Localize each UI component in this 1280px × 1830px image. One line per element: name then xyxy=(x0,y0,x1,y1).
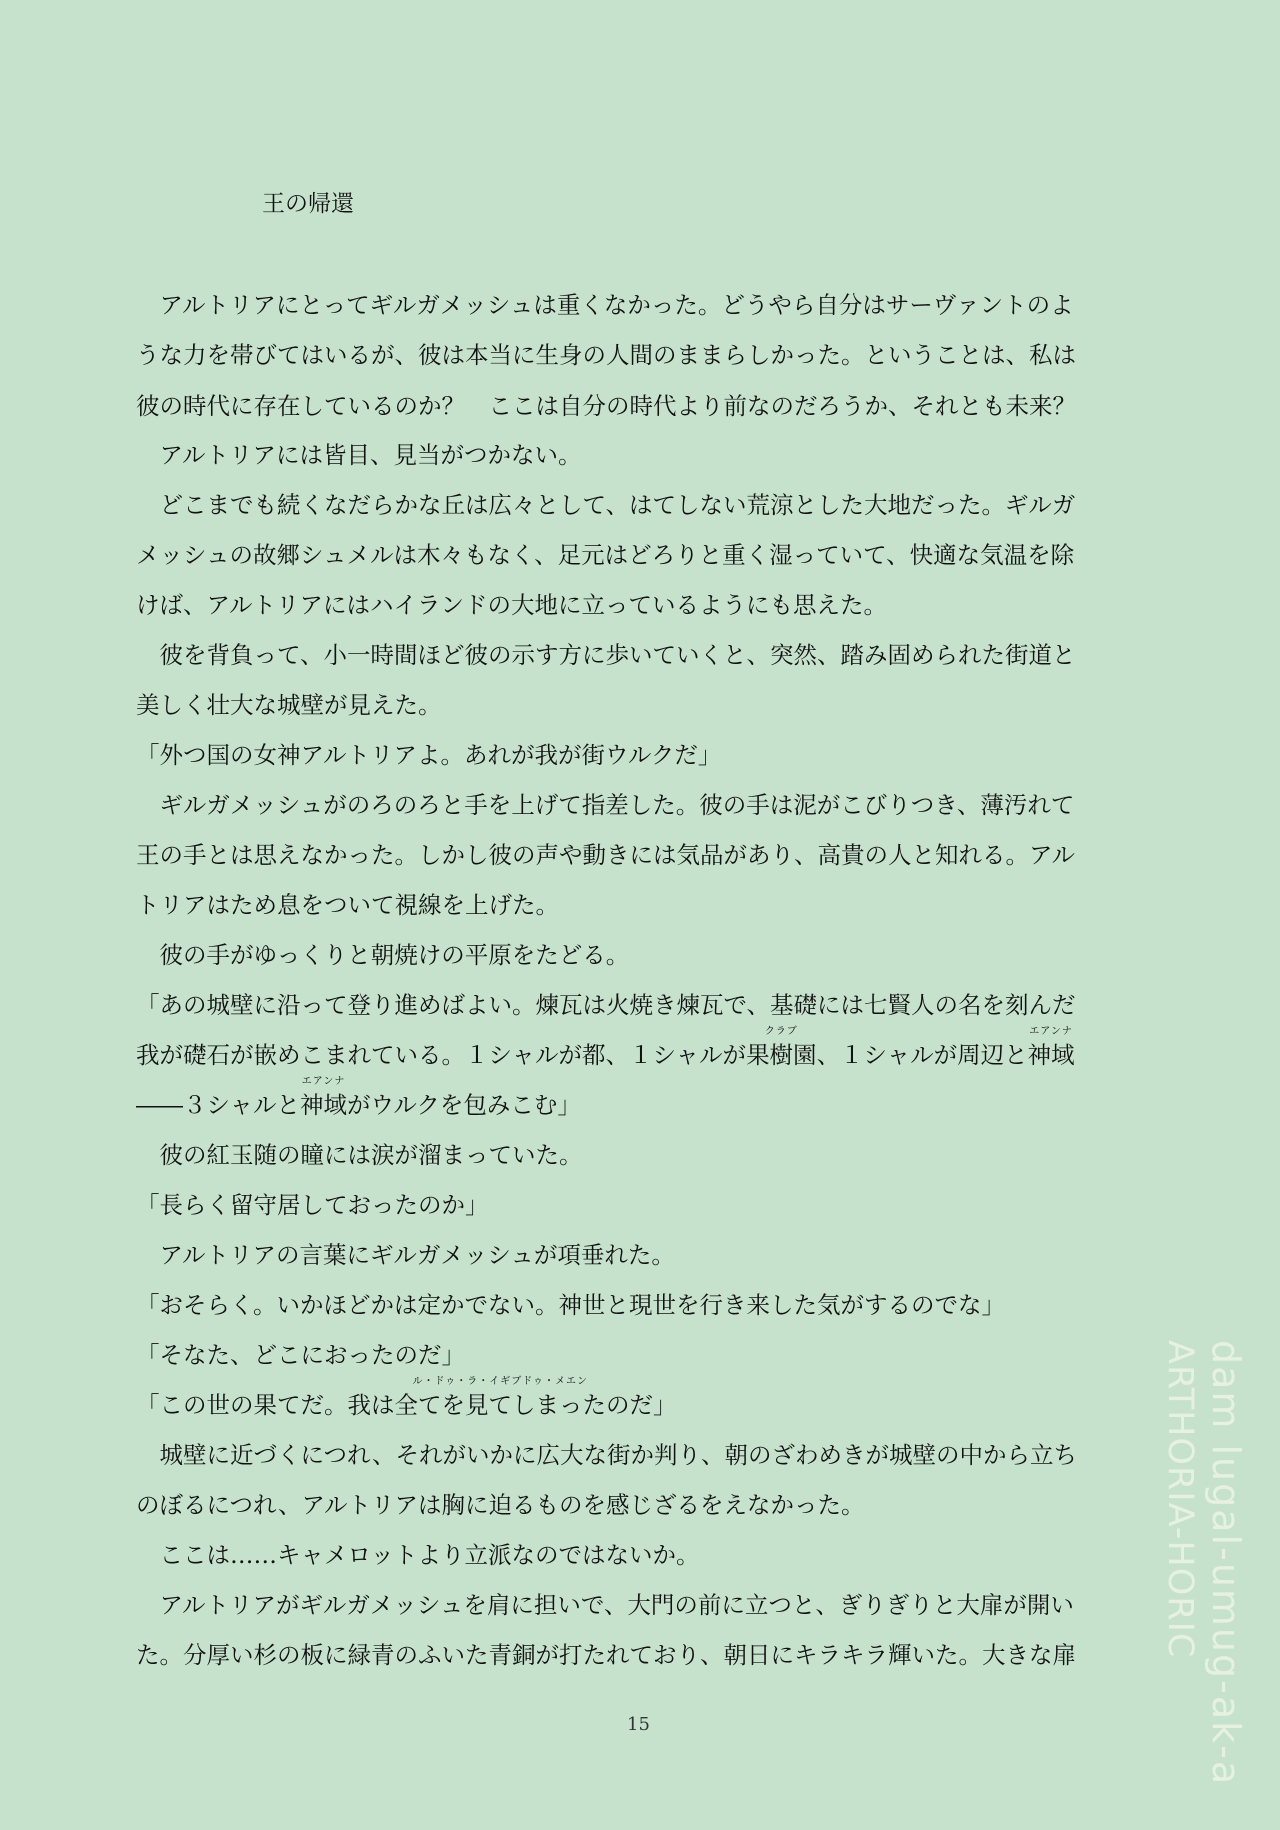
text-line: アルトリアがギルガメッシュを肩に担いで、大門の前に立つと、ぎりぎりと大扉が開い xyxy=(136,1591,1074,1619)
text-line: 美しく壮大な城壁が見えた。 xyxy=(136,691,442,719)
ruby-word xyxy=(746,1026,817,1070)
text-segment: ――３シャルと xyxy=(136,1091,301,1119)
text-line: どこまでも続くなだらかな丘は広々として、はてしない荒涼とした大地だった。ギルガ xyxy=(136,491,1076,519)
text-line: アルトリアには皆目、見当がつかない。 xyxy=(136,441,582,469)
ruby-word xyxy=(347,1376,654,1420)
ruby-reading: ル・ドゥ・ラ・イギブドゥ・メエン xyxy=(412,1376,588,1387)
text-line: 彼の紅玉随の瞳には涙が溜まっていた。 xyxy=(136,1141,583,1169)
text-line: ギルガメッシュがのろのろと手を上げて指差した。彼の手は泥がこびりつき、薄汚れて xyxy=(136,791,1075,819)
text-line: アルトリアの言葉にギルガメッシュが項垂れた。 xyxy=(136,1241,675,1269)
ruby-base: 神域 xyxy=(300,1091,348,1119)
text-line: けば、アルトリアにはハイランドの大地に立っているようにも思えた。 xyxy=(136,591,888,619)
ruby-word xyxy=(300,1076,348,1120)
chapter-title: 王の帰還 xyxy=(262,191,354,217)
text-line: トリアはため息をついて視線を上げた。 xyxy=(136,891,559,919)
watermark-line-1: dam lugal-umug-ak-a xyxy=(1204,1340,1248,1787)
text-line: ここは……キャメロットより立派なのではないか。 xyxy=(136,1541,700,1569)
text-line: 王の手とは思えなかった。しかし彼の声や動きには気品があり、高貴の人と知れる。アル xyxy=(136,841,1076,869)
text-segment: がウルクを包みこむ」 xyxy=(347,1091,581,1119)
text-line: 「そなた、どこにおったのだ」 xyxy=(136,1341,465,1369)
text-line: 「外つ国の女神アルトリアよ。あれが我が街ウルクだ」 xyxy=(136,741,722,769)
text-line: アルトリアにとってギルガメッシュは重くなかった。どうやら自分はサーヴァントのよ xyxy=(136,291,1074,319)
text-segment: 、１シャルが周辺と xyxy=(816,1041,1028,1069)
text-line: 彼を背負って、小一時間ほど彼の示す方に歩いていくと、突然、踏み固められた街道と xyxy=(136,641,1076,669)
ruby-base: 我は全てを見てしまったのだ xyxy=(347,1391,653,1419)
text-line: 「長らく留守居しておったのか」 xyxy=(136,1191,489,1219)
page-number: 15 xyxy=(627,1714,650,1735)
text-line: 彼の時代に存在しているのか？ ここは自分の時代より前なのだろうか、それとも未来？ xyxy=(136,392,1076,420)
text-segment: 」 xyxy=(653,1391,677,1419)
text-line: うな力を帯びてはいるが、彼は本当に生身の人間のままらしかった。ということは、私は xyxy=(136,341,1076,369)
ruby-base: 神域 xyxy=(1027,1041,1075,1069)
ruby-reading: エアンナ xyxy=(1029,1026,1073,1037)
text-segment: 我が礎石が嵌めこまれている。１シャルが都、１シャルが xyxy=(136,1041,747,1069)
text-line: 「おそらく。いかほどかは定かでない。神世と現世を行き来した気がするのでな」 xyxy=(136,1291,1006,1319)
text-line: メッシュの故郷シュメルは木々もなく、足元はどろりと重く湿っていて、快適な気温を除 xyxy=(136,541,1075,569)
text-line: 「あの城壁に沿って登り進めばよい。煉瓦は火焼き煉瓦で、基礎には七賢人の名を刻んだ xyxy=(136,991,1076,1019)
ruby-reading: エアンナ xyxy=(301,1076,346,1087)
text-line: 城壁に近づくにつれ、それがいかに広大な街か判り、朝のざわめきが城壁の中から立ち xyxy=(136,1441,1077,1469)
watermark xyxy=(1102,1330,1280,1830)
ruby-reading: クラブ xyxy=(764,1026,798,1037)
text-line-with-ruby xyxy=(136,1376,1136,1420)
text-line: た。分厚い杉の板に緑青のふいた青銅が打たれており、朝日にキラキラ輝いた。大きな扉 xyxy=(136,1641,1076,1669)
text-line-with-ruby xyxy=(136,1076,1136,1120)
text-line: 彼の手がゆっくりと朝焼けの平原をたどる。 xyxy=(136,941,630,969)
text-segment: 「この世の果てだ。 xyxy=(136,1391,348,1419)
ruby-base: 果樹園 xyxy=(746,1041,817,1069)
text-line-with-ruby xyxy=(136,1026,1136,1070)
watermark-line-2: ARTHORIA-HORIC xyxy=(1160,1340,1200,1659)
ruby-word xyxy=(1027,1026,1075,1070)
text-line: のぼるにつれ、アルトリアは胸に迫るものを感じざるをえなかった。 xyxy=(136,1491,865,1519)
